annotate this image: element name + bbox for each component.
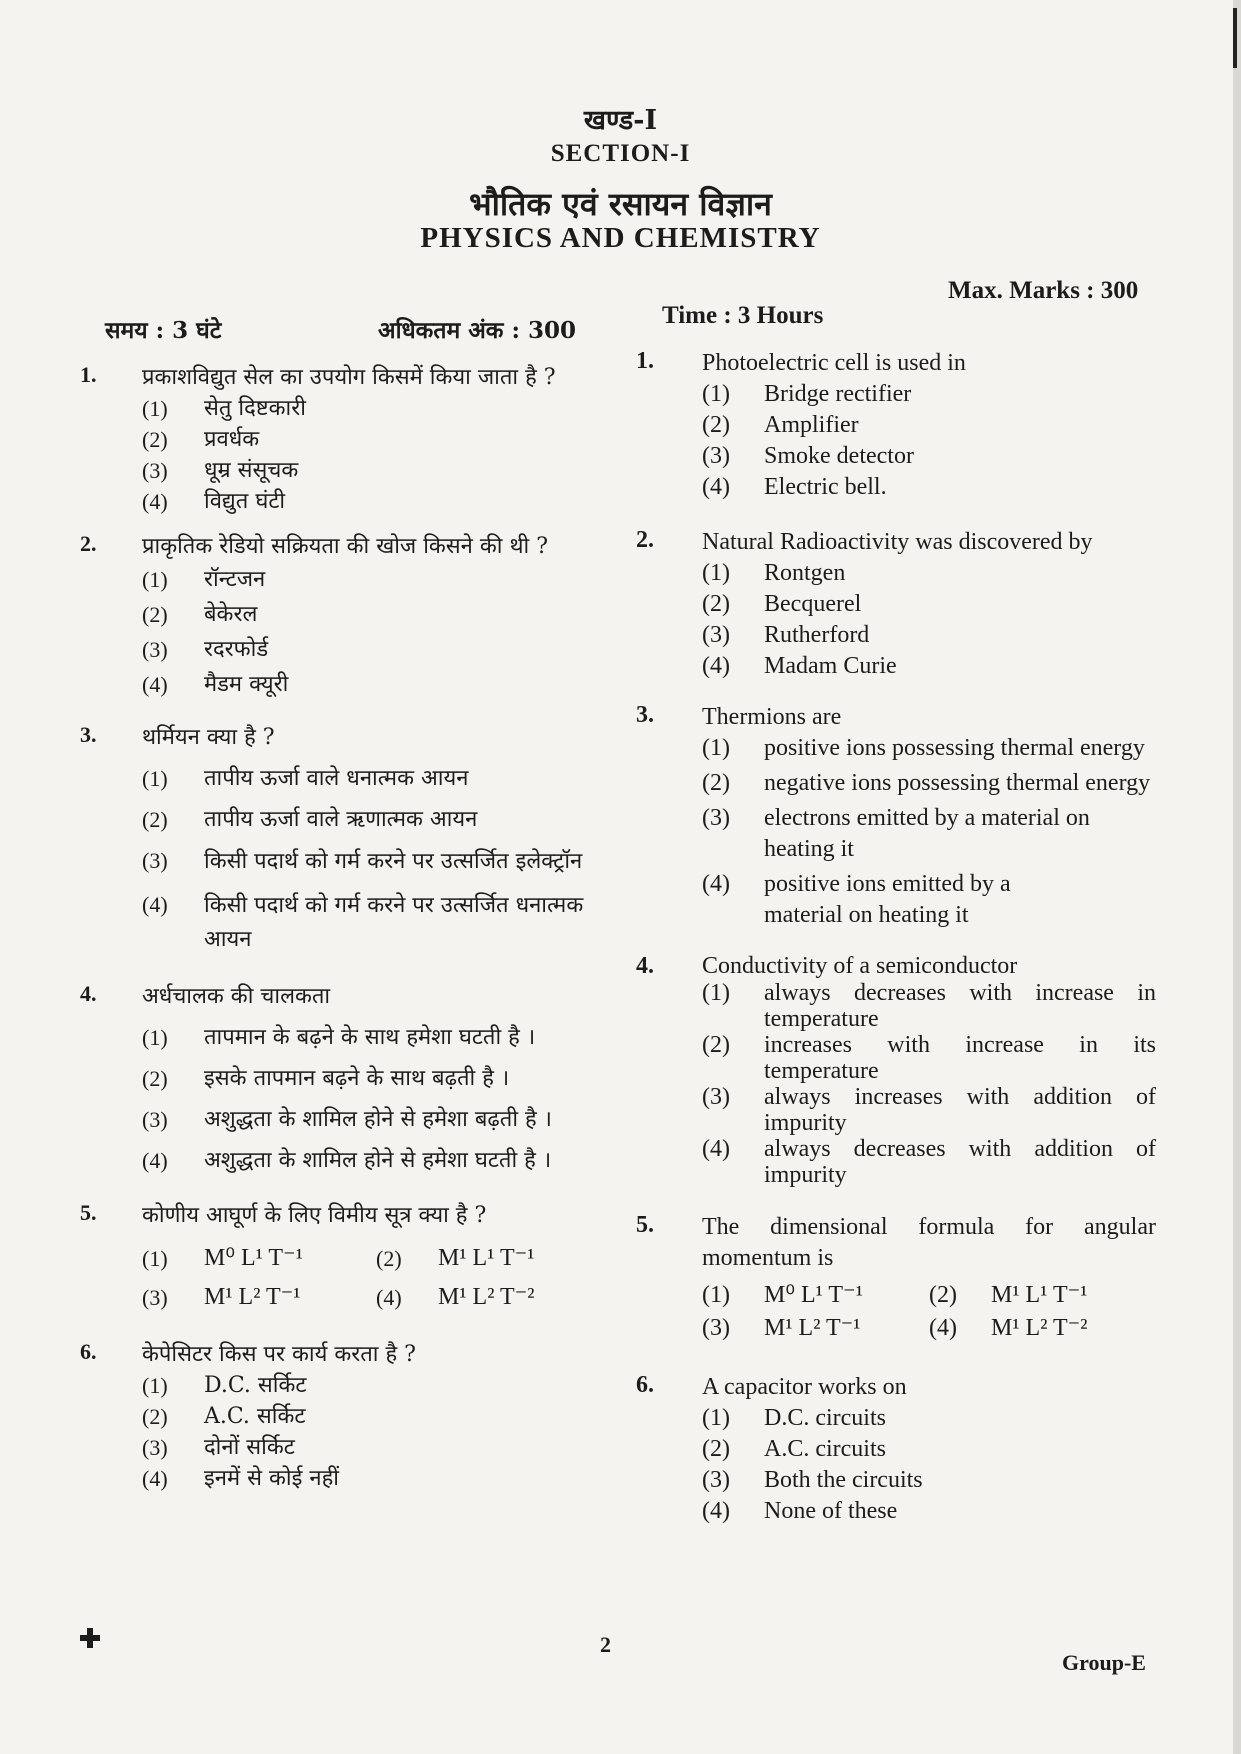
option: [702, 1032, 1156, 1084]
question-number: 4.: [80, 981, 97, 1006]
option-index: (4): [142, 892, 168, 917]
option: [142, 393, 610, 424]
option-text: Madam Curie: [764, 653, 897, 679]
option-text: Both the circuits: [764, 1467, 923, 1493]
question-text: अर्धचालक की चालकता: [142, 984, 331, 1009]
option-index: (1): [142, 1246, 168, 1271]
option-text: Electric bell.: [764, 474, 887, 500]
option: [702, 589, 1156, 620]
option-text: M¹ L² T⁻²: [438, 1284, 535, 1310]
question-english-5: [636, 1212, 1156, 1344]
option-text: None of these: [764, 1498, 898, 1524]
question-number: 2.: [80, 531, 97, 556]
option: [376, 1243, 610, 1274]
option-text: रदरफोर्ड: [204, 637, 269, 662]
option-index: (2): [142, 1404, 168, 1429]
option-text: तापीय ऊर्जा वाले ऋणात्मक आयन: [204, 807, 478, 832]
option-index: (1): [702, 560, 730, 586]
option: [142, 1022, 610, 1053]
question-english-4: [636, 953, 1156, 1188]
subject-title-hindi: भौतिक एवं रसायन विज्ञान: [469, 185, 772, 223]
question-number: 3.: [80, 722, 97, 747]
option-index: (1): [702, 1282, 730, 1308]
option-text: always decreases with increase in temperature: [764, 980, 1156, 1032]
question-number: 5.: [636, 1212, 654, 1238]
registration-cross-icon: [78, 1626, 102, 1650]
question-number: 6.: [80, 1339, 97, 1364]
option: [142, 424, 610, 455]
option-index: (2): [142, 807, 168, 832]
option-text: किसी पदार्थ को गर्म करने पर उत्सर्जित धनात्मक आयन: [204, 893, 584, 952]
option-index: (4): [702, 653, 730, 679]
option-index: (2): [929, 1282, 957, 1308]
options-list: [702, 558, 1156, 682]
question-hindi-6: [80, 1339, 610, 1494]
option: [702, 379, 1156, 410]
option-index: (2): [702, 770, 730, 796]
option: [142, 1145, 610, 1176]
option-text: M¹ L² T⁻²: [991, 1315, 1088, 1341]
question-text: कोणीय आघूर्ण के लिए विमीय सूत्र क्या है ?: [142, 1203, 487, 1228]
page-number: 2: [600, 1632, 611, 1657]
options-list: [702, 1280, 1156, 1344]
option-index: (3): [142, 458, 168, 483]
option-text: M¹ L¹ T⁻¹: [991, 1282, 1088, 1308]
option-text: Amplifier: [764, 412, 859, 438]
option-text: Bridge rectifier: [764, 381, 912, 407]
binding-mark: [1233, 8, 1237, 68]
options-list: [702, 1403, 1156, 1527]
question-hindi-2: [80, 531, 610, 702]
option: [702, 869, 1156, 931]
options-list: [142, 562, 610, 702]
option-text: इनमें से कोई नहीं: [204, 1466, 340, 1491]
time-english: Time : 3 Hours: [662, 302, 824, 329]
option-text: M¹ L² T⁻¹: [764, 1315, 861, 1341]
option-text: मैडम क्यूरी: [204, 672, 289, 697]
options-list: [702, 980, 1156, 1188]
option-text: increases with increase in its temperature: [764, 1032, 1156, 1084]
option: [142, 1432, 610, 1463]
option-index: (1): [142, 567, 168, 592]
option: [702, 472, 1156, 503]
question-number: 4.: [636, 953, 654, 979]
options-list: [702, 733, 1156, 931]
option-index: (4): [142, 1148, 168, 1173]
options-list: [702, 379, 1156, 503]
option: [142, 667, 610, 702]
option-text: किसी पदार्थ को गर्म करने पर उत्सर्जित इलेक्ट्रॉन: [204, 849, 583, 874]
option-index: (2): [142, 1066, 168, 1091]
option-text: इसके तापमान बढ़ने के साथ बढ़ती है ।: [204, 1066, 510, 1091]
option-text: अशुद्धता के शामिल होने से हमेशा बढ़ती है ।: [204, 1107, 553, 1132]
option: [142, 1370, 610, 1401]
option-text: A.C. circuits: [764, 1436, 886, 1462]
option: [142, 1463, 610, 1494]
question-english-6: [636, 1372, 1156, 1527]
question-text: A capacitor works on: [702, 1374, 907, 1400]
option-index: (2): [702, 412, 730, 438]
option: [142, 1063, 610, 1094]
option-index: (2): [376, 1246, 402, 1271]
option-index: (2): [142, 602, 168, 627]
time-hindi: समय : 3 घंटे: [105, 317, 222, 344]
options-list: [142, 1243, 610, 1313]
page-edge: [1233, 0, 1241, 1754]
option-text: always decreases with addition of impurity: [764, 1136, 1156, 1188]
option-index: (3): [142, 1285, 168, 1310]
option: [142, 763, 610, 794]
option: [702, 410, 1156, 441]
option-index: (3): [702, 622, 730, 648]
question-hindi-3: [80, 722, 610, 957]
option-index: (1): [142, 766, 168, 791]
questions-hindi-column: [80, 362, 610, 1494]
option-index: (3): [142, 637, 168, 662]
option: [142, 1104, 610, 1135]
option-text: धूम्र संसूचक: [204, 458, 299, 483]
option-index: (3): [702, 443, 730, 469]
option-index: (4): [702, 1136, 730, 1162]
option: [702, 803, 1156, 865]
questions-english-column: [636, 348, 1156, 1527]
question-number: 3.: [636, 702, 654, 728]
group-label: Group-E: [1062, 1650, 1146, 1675]
option-index: (1): [702, 735, 730, 761]
option: [702, 1496, 1156, 1527]
option: [929, 1280, 1156, 1311]
option-text: always increases with addition of impurity: [764, 1084, 1156, 1136]
question-hindi-1: [80, 362, 610, 517]
option: [702, 1434, 1156, 1465]
question-number: 5.: [80, 1200, 97, 1225]
option-index: (4): [142, 489, 168, 514]
option-index: (1): [702, 381, 730, 407]
option: [142, 562, 610, 597]
option-text: positive ions emitted by a material on heating it: [764, 871, 1011, 928]
option-text: electrons emitted by a material on heating it: [764, 805, 1090, 862]
option-text: Rutherford: [764, 622, 870, 648]
option-index: (3): [702, 1315, 730, 1341]
question-text: Natural Radioactivity was discovered by: [702, 529, 1093, 555]
question-english-3: [636, 702, 1156, 931]
question-english-2: [636, 527, 1156, 682]
option-text: D.C. circuits: [764, 1405, 886, 1431]
option-index: (3): [702, 1467, 730, 1493]
option-index: (4): [142, 672, 168, 697]
option-index: (4): [929, 1315, 957, 1341]
option: [702, 1280, 929, 1311]
option: [702, 651, 1156, 682]
question-hindi-5: [80, 1200, 610, 1313]
question-number: 1.: [636, 348, 654, 374]
question-text: प्रकाशविद्युत सेल का उपयोग किसमें किया जाता है ?: [142, 365, 556, 390]
option-text: Smoke detector: [764, 443, 914, 469]
question-number: 6.: [636, 1372, 654, 1398]
question-number: 2.: [636, 527, 654, 553]
options-list: [142, 1022, 610, 1176]
option-index: (2): [702, 1032, 730, 1058]
max-marks-hindi: अधिकतम अंक : 300: [378, 317, 576, 344]
options-list: [142, 1370, 610, 1494]
section-title-hindi: खण्ड-I: [583, 105, 658, 136]
max-marks-english: Max. Marks : 300: [948, 277, 1139, 304]
option: [702, 1136, 1156, 1188]
option: [702, 558, 1156, 589]
option: [702, 1465, 1156, 1496]
option-index: (4): [376, 1285, 402, 1310]
option: [376, 1282, 610, 1313]
option: [702, 980, 1156, 1032]
option-index: (3): [142, 848, 168, 873]
option: [142, 486, 610, 517]
option: [702, 1313, 929, 1344]
option-index: (2): [702, 1436, 730, 1462]
option-index: (1): [702, 1405, 730, 1431]
option: [142, 1243, 376, 1274]
option: [142, 1282, 376, 1313]
option: [142, 1401, 610, 1432]
question-text: केपेसिटर किस पर कार्य करता है ?: [142, 1342, 416, 1367]
question-hindi-4: [80, 981, 610, 1176]
question-text: Thermions are: [702, 704, 842, 730]
option: [142, 455, 610, 486]
option-index: (1): [142, 1373, 168, 1398]
option-text: negative ions possessing thermal energy: [764, 770, 1151, 796]
question-text: थर्मियन क्या है ?: [142, 725, 275, 750]
option: [702, 1403, 1156, 1434]
option-text: सेतु दिष्टकारी: [204, 396, 306, 421]
option-index: (4): [142, 1466, 168, 1491]
option-index: (3): [142, 1107, 168, 1132]
option: [142, 597, 610, 632]
option: [142, 889, 610, 957]
question-text: प्राकृतिक रेडियो सक्रियता की खोज किसने की थी ?: [142, 534, 549, 559]
option-text: M⁰ L¹ T⁻¹: [204, 1245, 303, 1271]
option-index: (3): [702, 805, 730, 831]
option-index: (1): [702, 980, 730, 1006]
option: [142, 632, 610, 667]
option-text: दोनों सर्किट: [204, 1435, 295, 1460]
option-text: Becquerel: [764, 591, 862, 617]
section-title-english: SECTION-I: [550, 140, 691, 167]
options-list: [142, 763, 610, 957]
question-text: The dimensional formula for angular momentum is: [702, 1214, 1156, 1271]
option-index: (2): [702, 591, 730, 617]
option-text: A.C. सर्किट: [204, 1404, 306, 1429]
option-index: (2): [142, 427, 168, 452]
option: [142, 845, 610, 879]
option-index: (4): [702, 871, 730, 897]
option-text: रॉन्टजन: [204, 567, 266, 592]
options-list: [142, 393, 610, 517]
option-index: (3): [142, 1435, 168, 1460]
option-text: बेकेरल: [204, 602, 258, 627]
option-text: तापीय ऊर्जा वाले धनात्मक आयन: [204, 766, 469, 791]
subject-title-english: PHYSICS AND CHEMISTRY: [420, 222, 821, 254]
option-text: प्रवर्धक: [204, 427, 260, 452]
question-number: 1.: [80, 362, 97, 387]
option: [702, 441, 1156, 472]
question-text: Photoelectric cell is used in: [702, 350, 966, 376]
option-index: (1): [142, 396, 168, 421]
option: [142, 804, 610, 835]
option-text: positive ions possessing thermal energy: [764, 735, 1145, 761]
option-index: (1): [142, 1025, 168, 1050]
option-text: D.C. सर्किट: [204, 1373, 307, 1398]
option-text: Rontgen: [764, 560, 846, 586]
question-text: Conductivity of a semiconductor: [702, 953, 1018, 979]
option: [929, 1313, 1156, 1344]
option-text: M⁰ L¹ T⁻¹: [764, 1282, 863, 1308]
option: [702, 1084, 1156, 1136]
option: [702, 733, 1156, 764]
option-index: (4): [702, 1498, 730, 1524]
option-text: तापमान के बढ़ने के साथ हमेशा घटती है ।: [204, 1025, 536, 1050]
option-text: अशुद्धता के शामिल होने से हमेशा घटती है ।: [204, 1148, 552, 1173]
option-text: M¹ L² T⁻¹: [204, 1284, 301, 1310]
option-index: (3): [702, 1084, 730, 1110]
option: [702, 620, 1156, 651]
option: [702, 768, 1156, 799]
question-english-1: [636, 348, 1156, 503]
option-text: M¹ L¹ T⁻¹: [438, 1245, 535, 1271]
option-index: (4): [702, 474, 730, 500]
option-text: विद्युत घंटी: [204, 489, 286, 514]
